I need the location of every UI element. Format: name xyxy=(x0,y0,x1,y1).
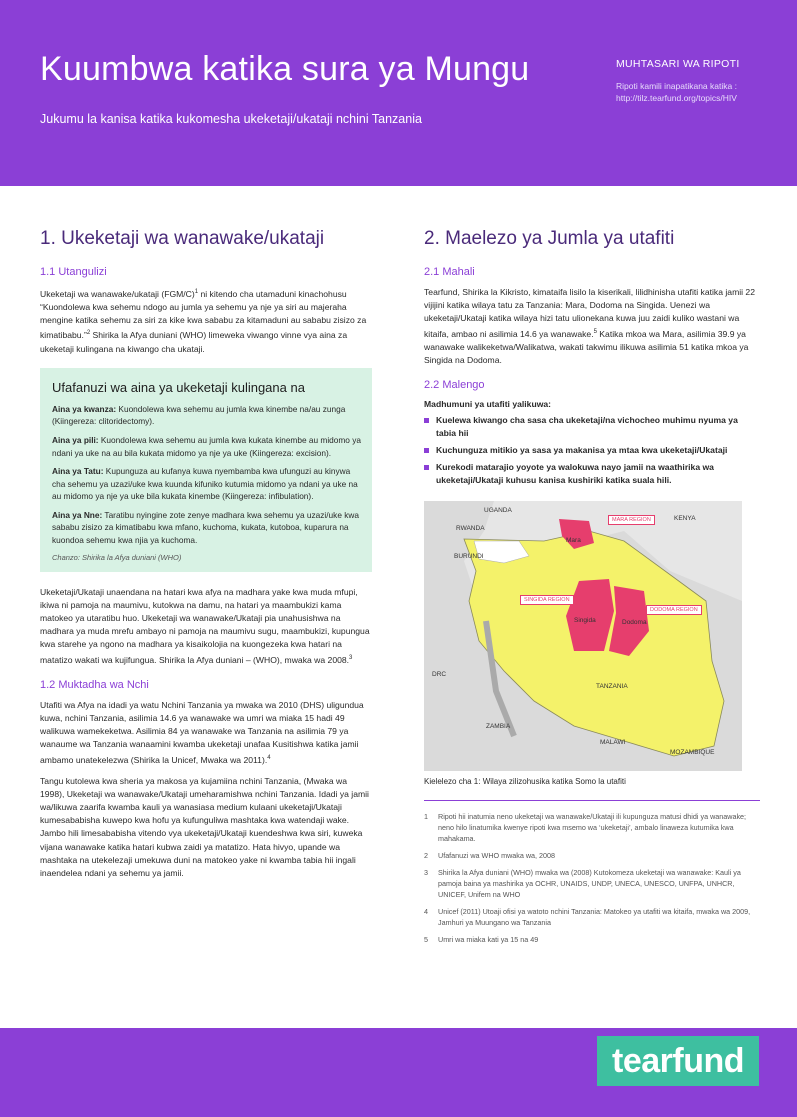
definition-item: Aina ya Tatu: Kupunguza au kufanya kuwa nyembamba kwa ufunguzi au kinywa cha sehemu ya uzazi/uke kwa kuunda kifuniko kutumia midomo ya ndani ya uke na au midomo ya nje ya uke bila kukata kinembe (Kiingereza: infibulation). xyxy=(52,466,358,502)
map-label-malawi: MALAWI xyxy=(600,739,626,747)
map-label-mara: Mara xyxy=(566,537,581,545)
page-subtitle: Jukumu la kanisa katika kukomesha ukeketaji/ukataji nchini Tanzania xyxy=(40,112,422,126)
definition-item: Aina ya kwanza: Kuondolewa kwa sehemu au jumla kwa kinembe na/au zunga (Kiingereza: clitoridectomy). xyxy=(52,403,346,427)
map-label-dodoma: Dodoma xyxy=(622,619,647,627)
map-graphic xyxy=(424,501,742,771)
law-paragraph: Tangu kutolewa kwa sheria ya makosa ya kujamiina nchini Tanzania, (Mwaka wa 1998), Ukeketaji wa wanawake/Ukataji umeharamishwa nchini Tanzania. Idadi ya jamii wa/likuwa zaarifa kwamba kauli ya wanasiasa medium kulaani ukeketaji/Ukataji kumesababisha kuwepo kwa hofu ya kufunguliwa mashtaka kwa watendaji wake. Jambo hili limesababisha vitendo vya ukeketaji/Ukataji kuendeshwa kwa siri, kuweka vijana wanawake katika hatari kubwa zaidi ya matatizo. Hata hivyo, upande wa mashtaka na utekelezaji umekuwa duni na matokeo yake ni kwamba tabia hii ingali inaendelea ndani ya sehemu ya jamii. xyxy=(40,775,369,879)
health-risks-paragraph: Ukeketaji/Ukataji unaendana na hatari kwa afya na madhara yake kwa muda mfupi, ikiwa ni pamoja na maumivu, kutokwa na damu, na hatari ya maambukizi kama matokeo ya utaratibu huo. Ukeketaji wa wanawake/Ukataji pia unahusishwa na madhara ya muda mrefu ambayo ni pamoja na maumivu sugu, maambukizi, kupungua kwa starehe ya ngono na madhara ya kisaikolojia na kuongezeka kwa hatari na matatizo wakati wa kujifungua. Shirika la Afya duniani – (WHO), mwaka wa 2008.$^3$ xyxy=(40,586,370,665)
map-label-burundi: BURUNDI xyxy=(454,553,484,561)
map-label-tanzania: TANZANIA xyxy=(596,683,628,691)
tanzania-map xyxy=(424,501,742,771)
summary-label: MUHTASARI WA RIPOTI xyxy=(616,58,740,70)
footnote: 2 Ufafanuzi wa WHO mwaka wa, 2008 xyxy=(424,851,556,861)
definition-item: Aina ya Nne: Taratibu nyingine zote zenye madhara kwa sehemu ya uzazi/uke kwa sababu zisizo za kimatibabu kwa mfano, kuchoma, kukata, kutoboa, kuparura na kuondoa sehemu kwa njia ya kuchoma. xyxy=(52,509,359,546)
map-label-rwanda: RWANDA xyxy=(456,525,485,533)
page-header xyxy=(0,0,797,186)
map-label-mozambique: MOZAMBIQUE xyxy=(670,749,715,757)
intro-paragraph: Ukeketaji wa wanawake/ukataji $(FGM/C)^1$ ni kitendo cha utamaduni kinachohusu “Kuondolewa kwa sehemu ndogo au jumla ya sehemu ya nje ya siri au majeraha mengine katika sehemu za siri za kike kwa sababu za kitamaduni au sababu zisizo za kimatibabu.”$^2$ Shirika la Afya duniani (WHO) limeweka viwango vinne vya aina za ukeketaji kulingana na kiwango cha ukataji. xyxy=(40,288,367,354)
goals-list xyxy=(424,414,760,487)
dhs-paragraph: Utafiti wa Afya na idadi ya watu Nchini Tanzania ya mwaka wa 2010 (DHS) uligundua kuwa, nchini Tanzania, asilimia 14.6 ya wanawake wa umri wa miaka 15 hadi 49 walikuwa wamekeketwa. Asilimia 84 ya wanawake wa Tanzania na asilimia 79 ya wanaume wa Tanzania wanaamini kwamba ukeketaji unafaa Kusitishwa katika jamii ambamo unatekelezwa (Shirika la Unicef, Mwaka wa 2011).$^4$ xyxy=(40,699,364,765)
footnote: 5 Umri wa miaka kati ya 15 na 49 xyxy=(424,935,539,945)
location-heading: 2.1 Mahali xyxy=(424,266,475,278)
map-caption: Kielelezo cha 1: Wilaya zilizohusika katika Somo la utafiti xyxy=(424,777,626,787)
country-context-heading: 1.2 Muktadha wa Nchi xyxy=(40,678,149,691)
section2-heading: 2. Maelezo ya Jumla ya utafiti xyxy=(424,228,675,249)
tearfund-logo: tearfund xyxy=(597,1036,759,1086)
left-column xyxy=(40,228,372,888)
map-label-uganda: UGANDA xyxy=(484,507,512,515)
map-label-drc: DRC xyxy=(432,671,447,679)
map-tag-singida-region: SINGIDA REGION xyxy=(520,595,574,605)
right-column xyxy=(424,228,760,951)
definition-box xyxy=(40,368,372,572)
definition-box-title: Ufafanuzi wa aina ya ukeketaji kulingana na xyxy=(52,379,305,395)
goals-heading: 2.2 Malengo xyxy=(424,379,485,392)
summary-link-text[interactable]: Ripoti kamili inapatikana katika : http://tilz.tearfund.org/topics/HIV xyxy=(616,81,737,103)
goal-item: Kuchunguza mitikio ya sasa ya makanisa ya mtaa kwa ukeketaji/Ukataji xyxy=(424,444,760,457)
section1-heading: 1. Ukeketaji wa wanawake/ukataji xyxy=(40,228,325,249)
definition-source: Chanzo: Shirika la Afya duniani (WHO) xyxy=(52,552,182,562)
intro-heading: 1.1 Utangulizi xyxy=(40,266,107,278)
footnote: 3 Shirika la Afya duniani (WHO) mwaka wa (2008) Kutokomeza ukeketaji wa wanawake: Kauli ya pamoja baina ya mashirika ya OCHR, UNAIDS, UNDP, UNECA, UNESCO, UNFPA, UNHCR, UNICEF, Unifem na WHO xyxy=(424,868,741,900)
map-label-singida: Singida xyxy=(574,617,596,625)
location-paragraph: Tearfund, Shirika la Kikristo, kimataifa lisilo la kiserikali, lilidhinisha utafiti katika jamii 22 vijijini katika wilaya tatu za Tanzania: Mara, Dodoma na Singida. Uenezi wa ukeketaji/Ukataji katika wilaya hizi tatu ulionekana kuwa juu zaidi kuliko wastani wa kitaifa, ambao ni asilimia 14.6 ya wanawake.$^5$ Katika mkoa wa Mara, asilimia 39.9 ya wanawake walikeketwa/Walikatwa, wakati takwimu ilikuwa asilimia 51 katika mkoa ya Singida na Dodoma. xyxy=(424,287,755,365)
definition-item: Aina ya pili: Kuondolewa kwa sehemu au jumla kwa kukata kinembe au midomo ya ndani ya uke na au bila kukata midomo ya nje ya uke (Kiingereza: excision). xyxy=(52,434,361,458)
map-label-zambia: ZAMBIA xyxy=(486,723,511,731)
map-tag-mara-region: MARA REGION xyxy=(608,515,655,525)
footnote: 1 Ripoti hii inatumia neno ukeketaji wa wanawake/Ukataji ili kupunguza matusi dhidi ya wanawake; neno hilo linatumika kwenye ripoti kwa msemo wa ‘ukeketaji’, ambalo linaweza kutumika kwa mahakama. xyxy=(424,812,747,844)
goals-intro: Madhumuni ya utafiti yalikuwa: xyxy=(424,399,552,410)
goal-item: Kurekodi matarajio yoyote ya walokuwa nayo jamii na waathirika wa ukeketaji/Ukataji kuhusu kanisa kushiriki katika suala hili. xyxy=(424,461,760,487)
footnotes xyxy=(424,800,760,945)
footnote: 4 Unicef (2011) Utoaji ofisi ya watoto nchini Tanzania: Matokeo ya utafiti wa kitaifa, mwaka wa 2009, Jamhuri ya Muungano wa Tanzania xyxy=(424,907,751,928)
goal-item: Kuelewa kiwango cha sasa cha ukeketaji/na vichocheo muhimu nyuma ya tabia hii xyxy=(424,414,760,440)
map-label-kenya: KENYA xyxy=(674,515,696,523)
page-title: Kuumbwa katika sura ya Mungu xyxy=(40,50,530,88)
map-tag-dodoma-region: DODOMA REGION xyxy=(646,605,702,615)
